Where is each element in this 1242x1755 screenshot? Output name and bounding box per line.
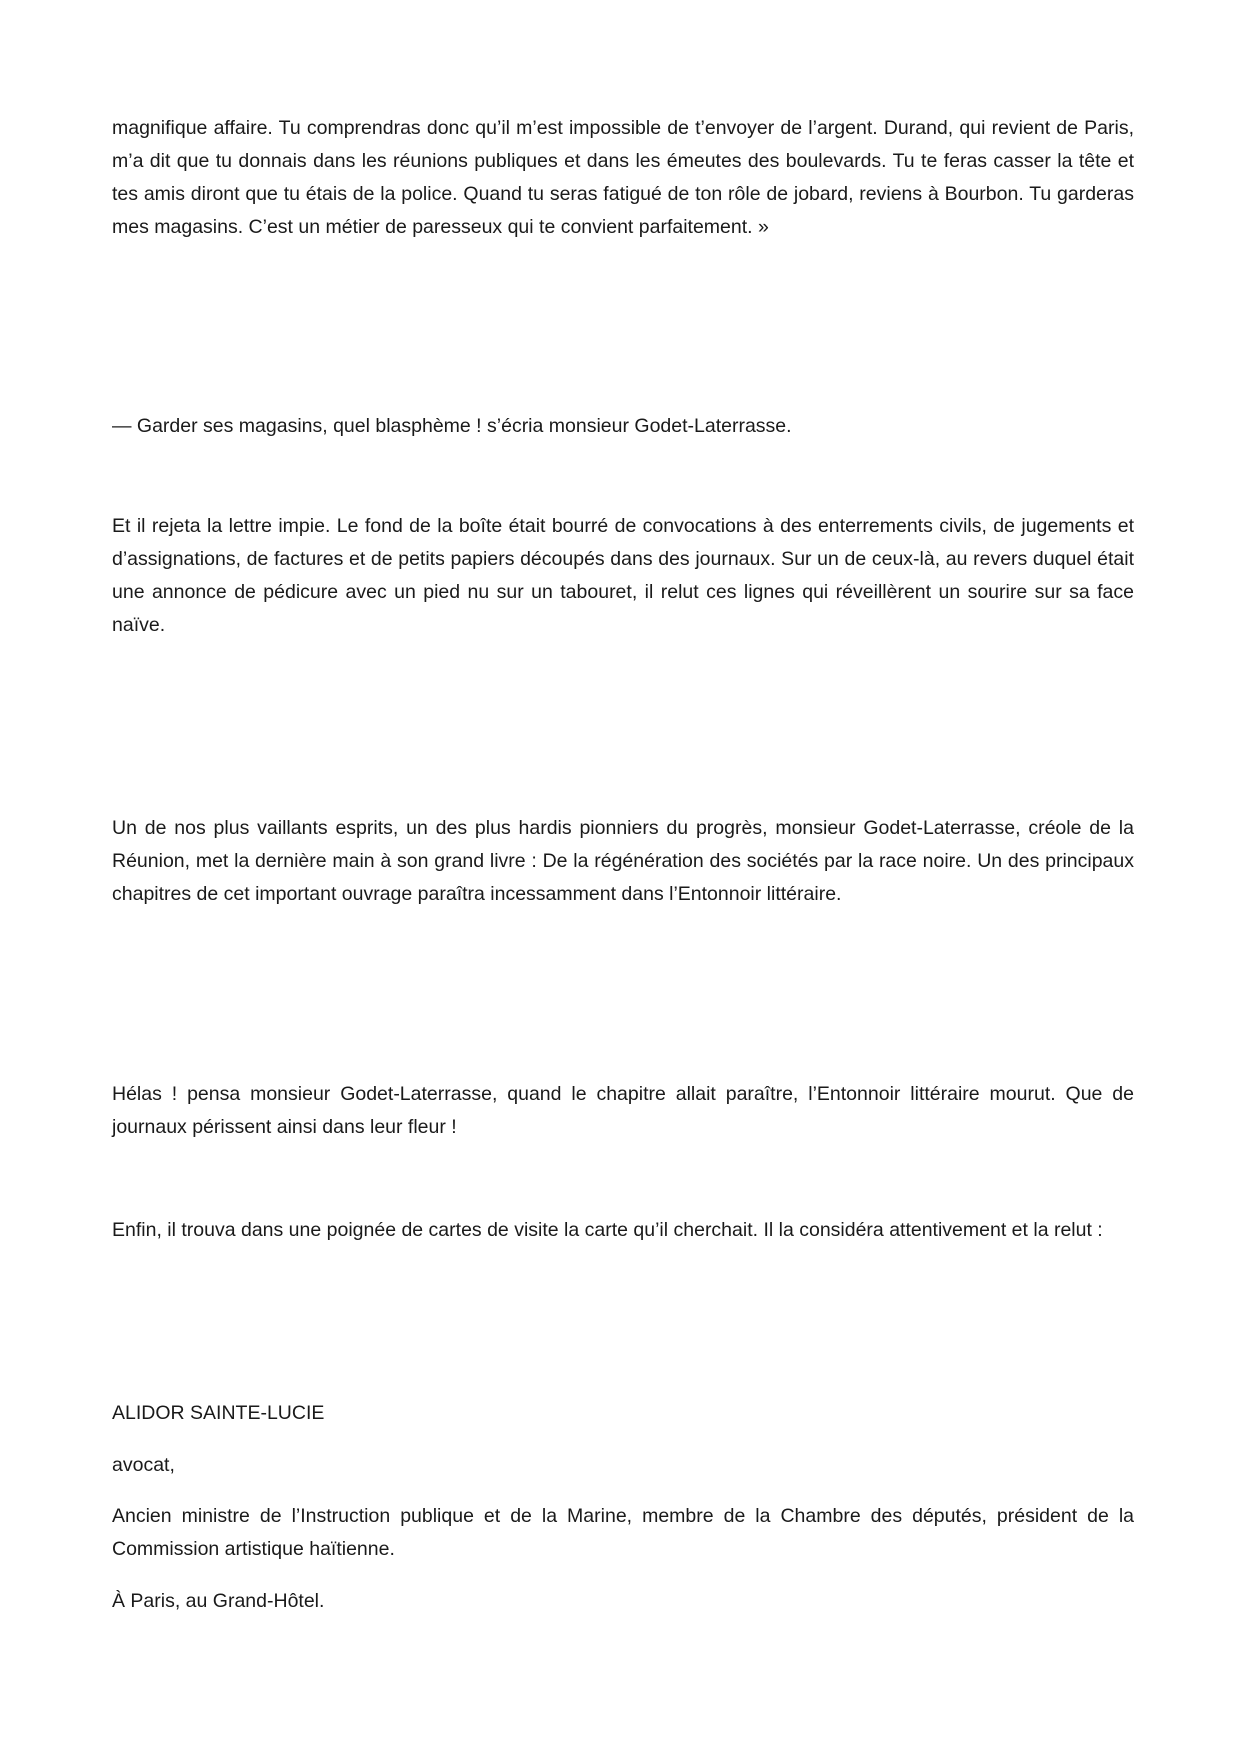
paragraph-exclamation: — Garder ses magasins, quel blasphème ! s’écria monsieur Godet-Laterrasse.	[112, 415, 792, 437]
card-name: ALIDOR SAINTE-LUCIE	[112, 1402, 325, 1424]
paragraph-box-contents: Et il rejeta la lettre impie. Le fond de la boîte était bourré de convocations à des enterrements civils, de jugements et d’assignations, de factures et de petits papiers découpés dans des journaux. Sur un de ceux-là, au revers duquel était une annonce de pédicure avec un pied nu sur un tabouret, il relut ces lignes qui réveillèrent un sourire sur sa face naïve.	[112, 515, 1134, 636]
card-address: À Paris, au Grand-Hôtel.	[112, 1590, 325, 1612]
card-profession: avocat,	[112, 1454, 175, 1476]
paragraph-journal-died: Hélas ! pensa monsieur Godet-Laterrasse, quand le chapitre allait paraître, l’Entonnoir littéraire mourut. Que de journaux périssent ainsi dans leur fleur !	[112, 1083, 1134, 1138]
card-titles: Ancien ministre de l’Instruction publique et de la Marine, membre de la Chambre des députés, président de la Commission artistique haïtienne.	[112, 1505, 1134, 1560]
paragraph-newspaper-clipping: Un de nos plus vaillants esprits, un des plus hardis pionniers du progrès, monsieur Godet-Laterrasse, créole de la Réunion, met la dernière main à son grand livre : De la régénération des sociétés par la race noire. Un des principaux chapitres de cet important ouvrage paraîtra incessamment dans l’Entonnoir littéraire.	[112, 817, 1134, 905]
paragraph-visiting-card: Enfin, il trouva dans une poignée de cartes de visite la carte qu’il cherchait. Il la considéra attentivement et la relut :	[112, 1219, 1103, 1241]
paragraph-letter-end: magnifique affaire. Tu comprendras donc qu’il m’est impossible de t’envoyer de l’argent. Durand, qui revient de Paris, m’a dit que tu donnais dans les réunions publiques et dans les émeutes des boulevards. Tu te feras casser la tête et tes amis diront que tu étais de la police. Quand tu seras fatigué de ton rôle de jobard, reviens à Bourbon. Tu garderas mes magasins. C’est un métier de paresseux qui te convient parfaitement. »	[112, 117, 1134, 238]
